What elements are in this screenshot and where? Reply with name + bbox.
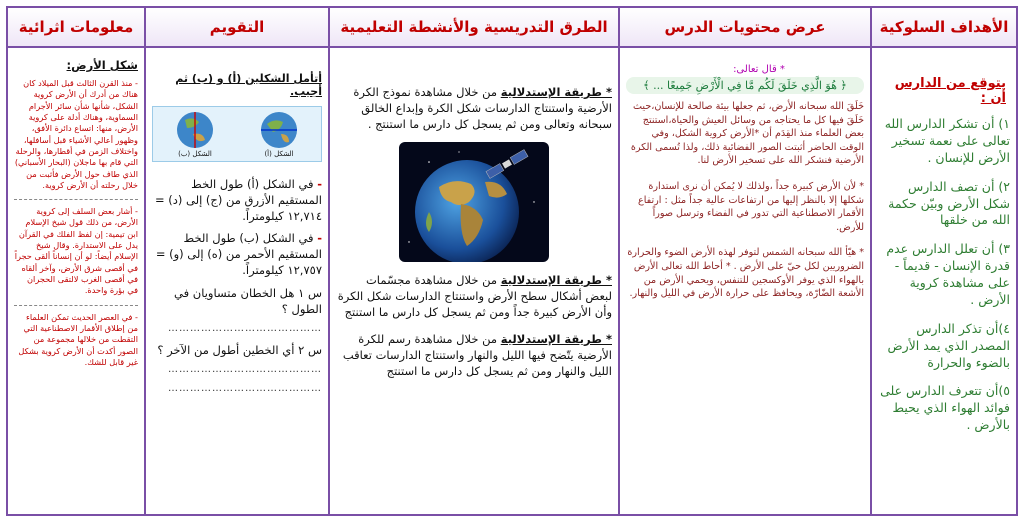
header-evaluation: التقويم	[144, 8, 328, 46]
header-enrichment: معلومات اثرائية	[8, 8, 144, 46]
evaluation-question: س ٢ أي الخطين أطول من الآخر ؟	[157, 342, 322, 357]
method-title: * طريقة الإستدلالية	[500, 331, 612, 346]
method-item	[336, 331, 612, 379]
objective-item: ٣) أن تعلل الدارس عدم قدرة الإنسان - قديماً - على مشاهدة كروية الأرض .	[886, 241, 1010, 307]
table-header-row	[8, 8, 1016, 48]
header-content: عرض محتويات الدرس	[618, 8, 870, 46]
content-paragraph: خَلَقَ الله سبحانه الأرض، ثم جعلها بيئة صالحة للإنسان،حيث خَلَقَ فيها كل ما يحتاجه من وسائل العيش والحياة،استنتج بعض العلماء منذ القِدَم أن *الأرض كروية الشكل، وفي الوقت الحاضر أثبتت الصور الفضائية ذلك، ولذا تُسمى الكرة الأرضية فنشكر الله على تسخير الأرض لنا.	[630, 101, 864, 167]
evaluation-item: - في الشكل (أ) طول الخط المستقيم الأزرق من (ج) إلى (د) = ١٢,٧١٤ كيلومتراً.	[154, 177, 322, 224]
globe-b-icon	[175, 110, 215, 150]
answer-line: ……………………………………	[168, 363, 322, 375]
method-text: من خلال مشاهدة نموذج الكرة الأرضية واستنتاج الدارسات شكل الكرة وإبداع الخالق سبحانه وتعالى ومن ثم يسجل كل دارس ما استنتج .	[353, 85, 612, 132]
answer-line: ……………………………………	[168, 382, 322, 394]
method-title: * طريقة الإستدلالية	[500, 273, 612, 288]
evaluation-lead: أتأمل الشكلين (أ) و (ب) ثم أجيب.	[175, 72, 322, 98]
evaluation-item: - في الشكل (ب) طول الخط المستقيم الأحمر من (ه) إلى (و) = ١٢,٧٥٧ كيلومتراً.	[155, 231, 322, 278]
objective-item: ١) أن تشكر الدارس الله تعالى على نعمة تسخير الأرض للإنسان .	[884, 116, 1010, 165]
answer-line: ……………………………………	[168, 322, 322, 334]
evaluation-column	[144, 48, 328, 514]
enrichment-title: شكل الأرض:	[66, 58, 138, 72]
figure-a	[259, 110, 299, 158]
method-title: * طريقة الإستدلالية	[500, 85, 612, 99]
methods-column	[328, 48, 618, 514]
content-paragraph: * لأن الأرض كبيرة جداً ،ولذلك لا يُمكن أن نرى استدارة شكلها إلا بالنظر إليها من ارتفاعات عالية جداً مثل : ارتفاع الأقمار الاصطناعية التي تدور في الفضاء وترسل صوراً للأرض.	[637, 181, 864, 233]
objective-item: ٤)أن تذكر الدارس المصدر الذي يمد الأرض بالضوء والحرارة	[887, 320, 1010, 370]
method-text: من خلال مشاهدة رسم للكرة الأرضية يتّضح فيها الليل والنهار واستنتاج الدارسات تعاقب الليل والنهار ومن ثم يسجل كل دارس ما استنتج	[342, 331, 612, 378]
header-methods: الطرق التدريسية والأنشطة التعليمية	[328, 8, 618, 46]
enrichment-paragraph: - أشار بعض السلف إلى كروية الأرض، من ذلك قول شيخ الإسلام ابن تيمية: إن لفظ الفلك في القرآن يدل على الاستدارة. وقال شيخ الإسلام أيضاً: لو أن إنساناً ألقى حجراً في أقصى شرق الأرض، وآخر ألقاه في أقصى الغرب لالتقى الحجران في بؤرة واحدة.	[14, 206, 138, 296]
figure-b	[175, 110, 215, 158]
enrichment-paragraph: - في العصر الحديث تمكن العلماء من إطلاق الأقمار الاصطناعية التي التقطت من خلالها مجموعة من الصور أكدت أن الأرض كروية بشكل غير قابل للشك.	[18, 311, 138, 367]
globe-a-icon	[259, 110, 299, 150]
method-text: من خلال مشاهدة مجسّمات لبعض أشكال سطح الأرض واستنتاج الدارسات شكل الكرة وأن الأرض كبيرة جداً ومن ثم يسجل كل دارس ما استنتج	[337, 273, 612, 320]
divider	[14, 305, 138, 306]
objectives-column	[870, 48, 1016, 514]
method-item	[336, 272, 612, 320]
lesson-plan-table	[6, 6, 1018, 516]
table-body-row	[8, 48, 1016, 514]
objectives-lead: يتوقع من الدارس أن :	[894, 76, 1006, 106]
method-item	[336, 84, 612, 132]
globes-figure	[152, 106, 322, 162]
quran-verse-banner: ﴿ هُوَ الَّذِي خَلَقَ لَكُم مَّا فِي الْأَرْضِ جَمِيعًا ... ﴾	[626, 77, 864, 94]
figure-b-label: الشكل (ب)	[178, 150, 212, 158]
evaluation-question: س ١ هل الخطان متساويان في الطول ؟	[174, 285, 322, 316]
content-paragraph: * هيّأ الله سبحانه الشمس لتوفر لهذه الأرض الضوء والحرارة الضروريين لكل حيّ على الأرض . * أحاط الله تعالى الأرض بالهواء الذي يوفر الأوكسجين للتنفس، ويحمي الأرض من الأشعة الضّارّة، ويحافظ على حرارة الأرض في الليل والنهار.	[627, 247, 864, 300]
divider	[14, 199, 138, 200]
content-column	[618, 48, 870, 514]
enrichment-column	[8, 48, 144, 514]
objective-item: ٢) أن تصف الدارس شكل الأرض وبيّن حكمة الله من خلقها	[888, 178, 1010, 228]
earth-globe-icon	[399, 142, 549, 262]
earth-satellite-image	[399, 142, 549, 262]
header-objectives: الأهداف السلوكية	[870, 8, 1016, 46]
enrichment-paragraph: - منذ القرن الثالث قبل الميلاد كان هناك من أدرك أن الأرض كروية الشكل، شأنها شأن سائر الأجرام السماوية، وهناك أدلة على كروية الأرض، منها: اتساع دائرة الأفق، وظهور أعالي الأشياء قبل أسافلها، واختلاف الزمن في أقطارها، والرحلة التي قام بها ماجلان (البحار الأسباني) الذي طاف حول الأرض فأثبت من خلال رحلته أن الأرض كروية.	[14, 78, 138, 190]
verse-lead: * قال تعالى:	[733, 64, 785, 75]
figure-a-label: الشكل (أ)	[264, 150, 294, 158]
objective-item: ٥)أن تتعرف الدارس على فوائد الهواء الذي يحيط بالأرض .	[880, 383, 1010, 433]
